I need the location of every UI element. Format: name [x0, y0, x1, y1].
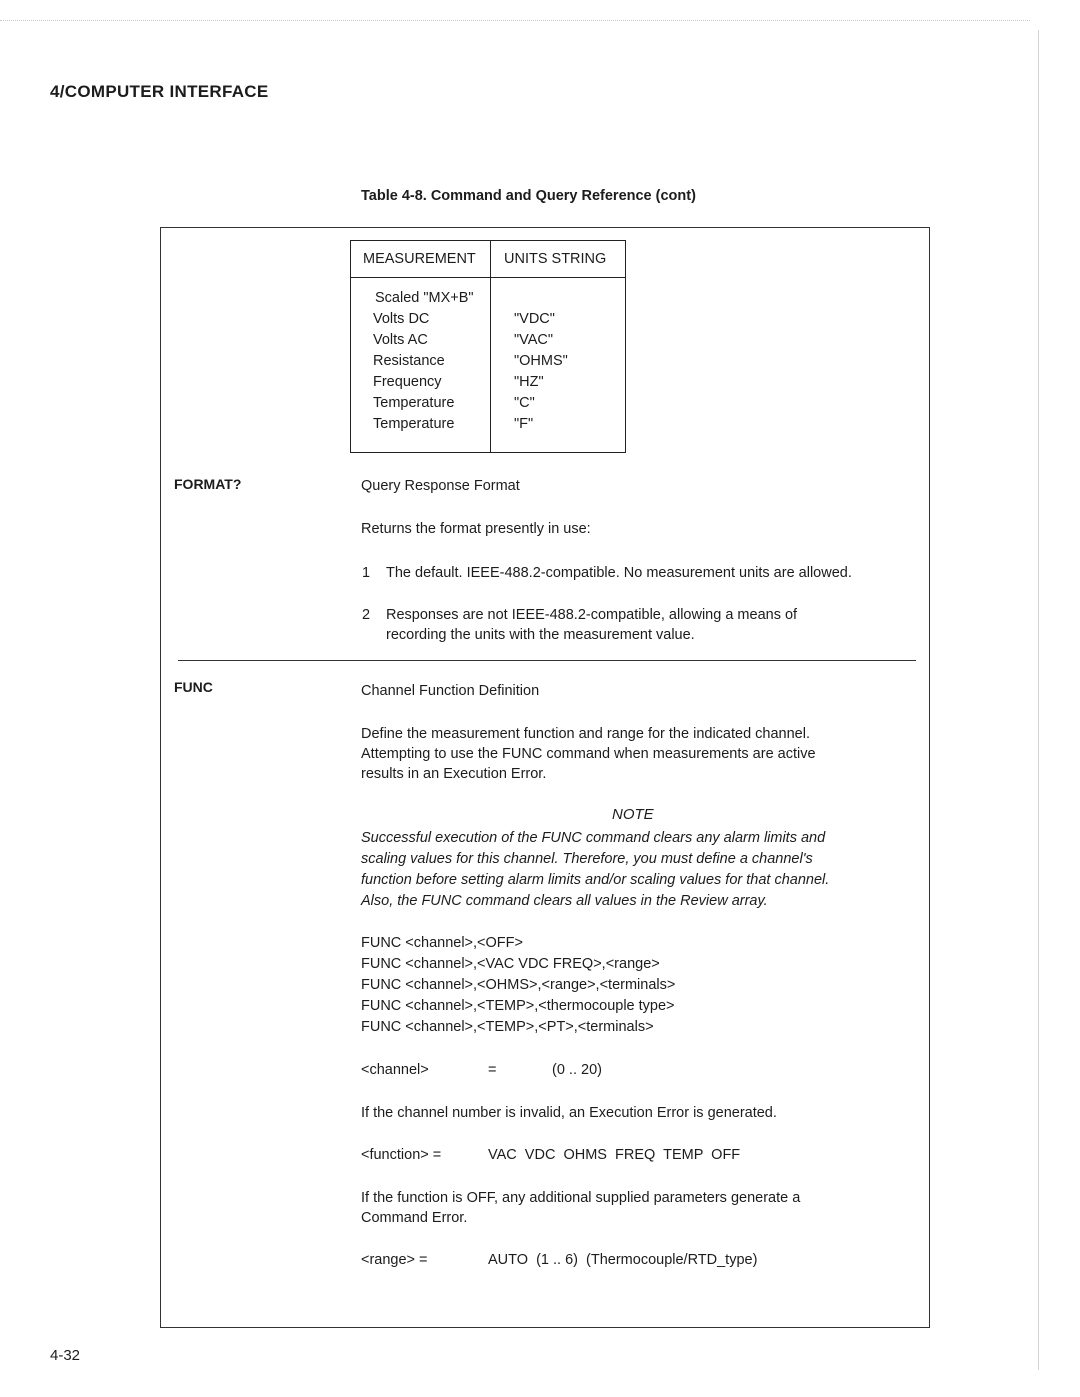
format-item-2-number: 2 — [362, 607, 371, 623]
func-description-line: results in an Execution Error. — [361, 766, 547, 782]
units-cell: "OHMS" — [514, 353, 568, 369]
channel-param-equals: = — [488, 1062, 497, 1078]
function-param-values: VAC VDC OHMS FREQ TEMP OFF — [488, 1147, 741, 1163]
page-number: 4-32 — [50, 1347, 81, 1364]
format-item-1-number: 1 — [362, 565, 371, 581]
func-description-line: Define the measurement function and range for the indicated channel. — [361, 726, 810, 742]
format-query-title: Query Response Format — [361, 478, 520, 494]
function-off-line-1: If the function is OFF, any additional supplied parameters generate a — [361, 1190, 801, 1206]
table-header-divider — [351, 277, 625, 278]
units-string-table — [350, 240, 626, 453]
func-syntax-line: FUNC <channel>,<VAC VDC FREQ>,<range> — [361, 956, 660, 972]
note-line: Successful execution of the FUNC command clears any alarm limits and — [361, 830, 826, 846]
channel-invalid-text: If the channel number is invalid, an Execution Error is generated. — [361, 1105, 777, 1121]
units-cell: "VAC" — [514, 332, 554, 348]
func-description — [361, 724, 816, 784]
measurement-cell: Temperature — [373, 395, 455, 411]
note-line: Also, the FUNC command clears all values in the Review array. — [361, 893, 768, 909]
format-item-2-line-1: Responses are not IEEE-488.2-compatible, allowing a means of — [386, 607, 798, 623]
measurement-cell: Volts AC — [373, 332, 428, 348]
note-line: scaling values for this channel. Therefore, you must define a channel's — [361, 851, 813, 867]
format-item-2-line-2: recording the units with the measurement value. — [386, 627, 695, 643]
units-cell: "F" — [514, 416, 534, 432]
note-line: function before setting alarm limits and/or scaling values for that channel. — [361, 872, 830, 888]
format-query-keyword: FORMAT? — [174, 476, 242, 492]
right-margin-rule — [1038, 30, 1039, 1370]
func-command-keyword: FUNC — [174, 679, 213, 695]
measurement-cell: Scaled "MX+B" — [375, 290, 474, 306]
units-cell: "C" — [514, 395, 535, 411]
note-body — [361, 828, 901, 912]
func-syntax-line: FUNC <channel>,<TEMP>,<PT>,<terminals> — [361, 1019, 654, 1035]
func-syntax-line: FUNC <channel>,<TEMP>,<thermocouple type> — [361, 998, 675, 1014]
measurement-cell: Frequency — [373, 374, 442, 390]
table-caption: Table 4-8. Command and Query Reference (cont) — [361, 188, 696, 204]
func-syntax-line: FUNC <channel>,<OHMS>,<range>,<terminals> — [361, 977, 676, 993]
section-divider — [178, 660, 916, 661]
section-title: 4/COMPUTER INTERFACE — [50, 82, 269, 101]
measurement-cell: Temperature — [373, 416, 455, 432]
func-syntax-line: FUNC <channel>,<OFF> — [361, 935, 523, 951]
note-title: NOTE — [612, 806, 654, 823]
range-param-values: AUTO (1 .. 6) (Thermocouple/RTD_type) — [488, 1252, 758, 1268]
measurement-column-header: MEASUREMENT — [363, 251, 476, 267]
units-column — [514, 309, 568, 435]
range-param-name: <range> = — [361, 1252, 428, 1268]
func-command-title: Channel Function Definition — [361, 683, 540, 699]
function-off-line-2: Command Error. — [361, 1210, 468, 1226]
units-cell: "VDC" — [514, 311, 555, 327]
format-item-1-text: The default. IEEE-488.2-compatible. No measurement units are allowed. — [386, 565, 852, 581]
function-param-name: <function> = — [361, 1147, 442, 1163]
table-column-divider — [490, 241, 491, 452]
measurement-cell: Volts DC — [373, 311, 430, 327]
measurement-cell: Resistance — [373, 353, 445, 369]
measurement-column — [373, 288, 474, 435]
format-returns-text: Returns the format presently in use: — [361, 521, 591, 537]
func-description-line: Attempting to use the FUNC command when measurements are active — [361, 746, 816, 762]
units-cell: "HZ" — [514, 374, 544, 390]
channel-param-range: (0 .. 20) — [552, 1062, 602, 1078]
channel-param-name: <channel> — [361, 1062, 429, 1078]
func-syntax-block — [361, 933, 675, 1038]
units-column-header: UNITS STRING — [504, 251, 607, 267]
top-scan-rule — [0, 20, 1030, 21]
